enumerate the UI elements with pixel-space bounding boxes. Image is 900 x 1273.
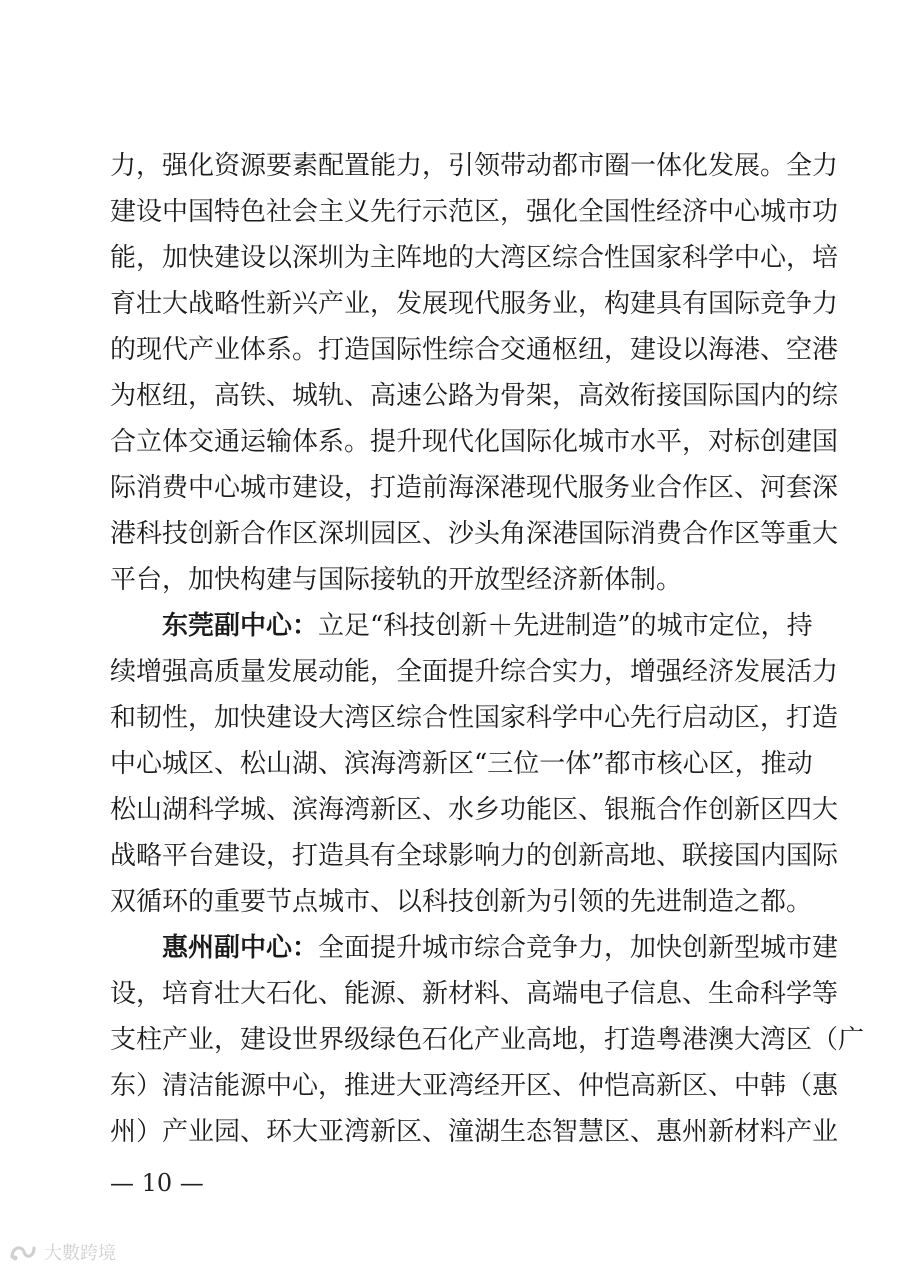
paragraph-line: 东）清洁能源中心，推进大亚湾经开区、仲恺高新区、中韩（惠 xyxy=(110,1071,839,1101)
paragraph-line: 双循环的重要节点城市、以科技创新为引领的先进制造之都。 xyxy=(110,887,813,917)
paragraph-line: 为枢纽，高铁、城轨、高速公路为骨架，高效衔接国际国内的综 xyxy=(110,381,839,411)
paragraph-line: 能，加快建设以深圳为主阵地的大湾区综合性国家科学中心，培 xyxy=(110,243,839,273)
paragraph-line: 州）产业园、环大亚湾新区、潼湖生态智慧区、惠州新材料产业 xyxy=(110,1117,839,1147)
paragraph-line: 和韧性，加快建设大湾区综合性国家科学中心先行启动区，打造 xyxy=(110,703,839,733)
paragraph-line: 设，培育壮大石化、能源、新材料、高端电子信息、生命科学等 xyxy=(110,979,839,1009)
watermark xyxy=(8,1238,116,1266)
dongguan-first-line xyxy=(162,606,813,646)
paragraph-line: 育壮大战略性新兴产业，发展现代服务业，构建具有国际竞争力 xyxy=(110,289,839,319)
paragraph-line: 战略平台建设，打造具有全球影响力的创新高地、联接国内国际 xyxy=(110,841,839,871)
huizhou-first-line xyxy=(162,928,839,968)
paragraph-line: 力，强化资源要素配置能力，引领带动都市圈一体化发展。全力 xyxy=(110,151,839,181)
brand-logo-icon xyxy=(8,1241,38,1263)
dongguan-heading: 东莞副中心： xyxy=(162,611,319,641)
huizhou-heading: 惠州副中心： xyxy=(162,933,319,963)
paragraph-line: 松山湖科学城、滨海湾新区、水乡功能区、银瓶合作创新区四大 xyxy=(110,795,839,825)
paragraph-line: 平台，加快构建与国际接轨的开放型经济新体制。 xyxy=(110,565,683,595)
watermark-text: 大數跨境 xyxy=(44,1243,116,1264)
paragraph-line: 的现代产业体系。打造国际性综合交通枢纽，建设以海港、空港 xyxy=(110,335,839,365)
paragraph-line: 合立体交通运输体系。提升现代化国际化城市水平，对标创建国 xyxy=(110,427,839,457)
paragraph-line: 际消费中心城市建设，打造前海深港现代服务业合作区、河套深 xyxy=(110,473,839,503)
paragraph-line: 港科技创新合作区深圳园区、沙头角深港国际消费合作区等重大 xyxy=(110,519,839,549)
paragraph-line: 中心城区、松山湖、滨海湾新区“三位一体”都市核心区，推动 xyxy=(110,749,813,779)
huizhou-first-line-text: 全面提升城市综合竞争力，加快创新型城市建 xyxy=(318,933,839,963)
paragraph-line: 建设中国特色社会主义先行示范区，强化全国性经济中心城市功 xyxy=(110,197,839,227)
page-number: — 10 — xyxy=(110,1169,204,1197)
dongguan-first-line-text: 立足“科技创新＋先进制造”的城市定位，持 xyxy=(318,611,813,641)
paragraph-line: 续增强高质量发展动能，全面提升综合实力，增强经济发展活力 xyxy=(110,657,839,687)
paragraph-line: 支柱产业，建设世界级绿色石化产业高地，打造粤港澳大湾区（广 xyxy=(110,1025,865,1055)
